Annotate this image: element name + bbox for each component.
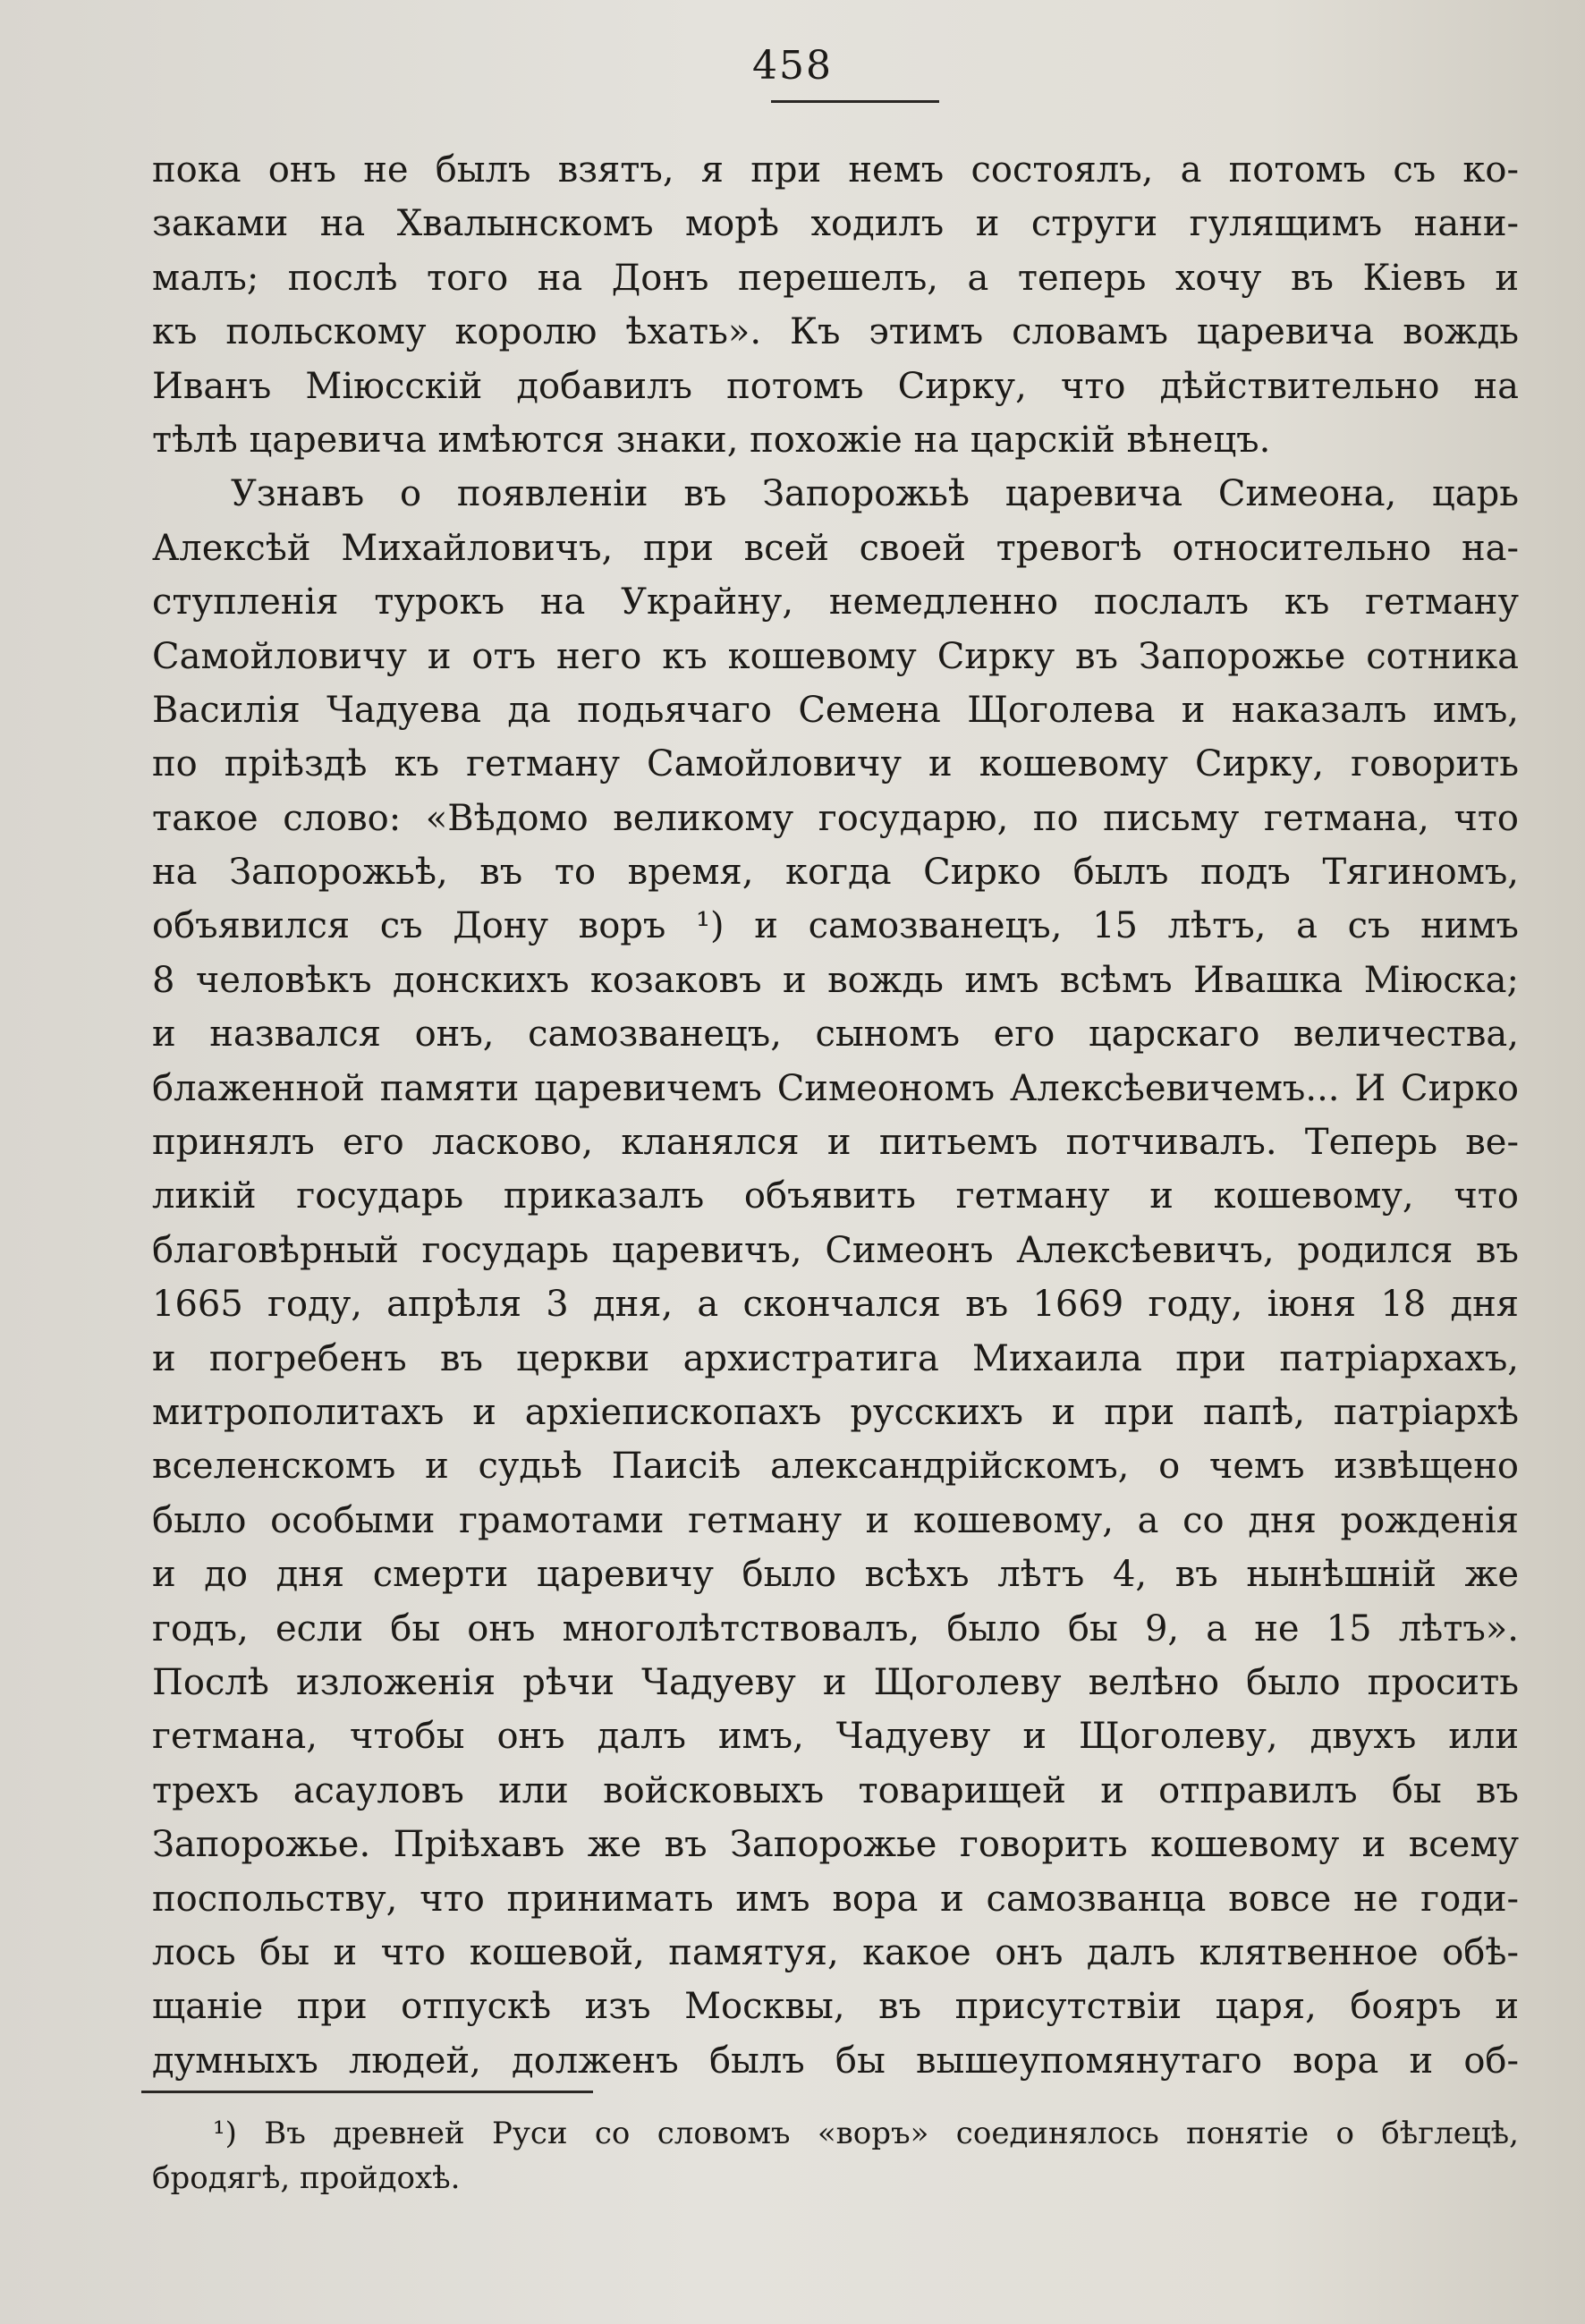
footnote-rule: [141, 2091, 593, 2093]
text-line: объявился съ Дону воръ ¹) и самозванецъ, 15 лѣтъ, а съ нимъ: [152, 905, 1519, 947]
text-line: и назвался онъ, самозванецъ, сыномъ его царскаго величества,: [152, 1014, 1519, 1056]
text-line: и до дня смерти царевичу было всѣхъ лѣтъ 4, въ нынѣшній же: [152, 1554, 1519, 1596]
text-line: трехъ асауловъ или войсковыхъ товарищей и отправилъ бы въ: [152, 1769, 1519, 1811]
text-line: 8 человѣкъ донскихъ козаковъ и вождь имъ всѣмъ Ивашка Міюска;: [152, 959, 1519, 1001]
text-line: Алексѣй Михайловичъ, при всей своей тревогѣ относительно на-: [152, 527, 1519, 569]
text-line: къ польскому королю ѣхать». Къ этимъ словамъ царевича вождь: [152, 311, 1519, 353]
page-number: 458: [752, 43, 833, 89]
text-line: поспольству, что принимать имъ вора и самозванца вовсе не годи-: [152, 1878, 1519, 1920]
text-line: щаніе при отпускѣ изъ Москвы, въ присутствіи царя, бояръ и: [152, 1986, 1519, 2028]
text-line: такое слово: «Вѣдомо великому государю, по письму гетмана, что: [152, 797, 1519, 839]
text-line: пока онъ не былъ взятъ, я при немъ состоялъ, а потомъ съ ко-: [152, 149, 1519, 191]
text-line: на Запорожьѣ, въ то время, когда Сирко былъ подъ Тягиномъ,: [152, 852, 1519, 894]
text-line: благовѣрный государь царевичъ, Симеонъ Алексѣевичъ, родился въ: [152, 1229, 1519, 1271]
text-line: гетмана, чтобы онъ далъ имъ, Чадуеву и Щоголеву, двухъ или: [152, 1716, 1519, 1758]
text-line: Послѣ изложенія рѣчи Чадуеву и Щоголеву велѣно было просить: [152, 1661, 1519, 1703]
text-line: Запорожье. Пріѣхавъ же въ Запорожье говорить кошевому и всему: [152, 1824, 1519, 1866]
text-line: блаженной памяти царевичемъ Симеономъ Алексѣевичемъ... И Сирко: [152, 1067, 1519, 1109]
text-line: митрополитахъ и архіепископахъ русскихъ и при папѣ, патріархѣ: [152, 1391, 1519, 1433]
text-line: ликій государь приказалъ объявить гетману и кошевому, что: [152, 1175, 1519, 1217]
text-line: заками на Хвалынскомъ морѣ ходилъ и струги гулящимъ нани-: [152, 203, 1519, 245]
text-line: годъ, если бы онъ многолѣтствовалъ, было бы 9, а не 15 лѣтъ».: [152, 1607, 1519, 1650]
text-line: Иванъ Міюсскій добавилъ потомъ Сирку, что дѣйствительно на: [152, 365, 1519, 407]
text-line: лось бы и что кошевой, памятуя, какое онъ далъ клятвенное обѣ-: [152, 1931, 1519, 1973]
footnote-line: ¹) Въ древней Руси со словомъ «воръ» соединялось понятіе о бѣглецѣ,: [213, 2116, 1519, 2151]
text-line: малъ; послѣ того на Донъ перешелъ, а теперь хочу въ Кіевъ и: [152, 257, 1519, 299]
text-line: Василія Чадуева да подьячаго Семена Щоголева и наказалъ имъ,: [152, 689, 1519, 731]
footnote-line: бродягѣ, пройдохѣ.: [152, 2160, 461, 2196]
text-line: думныхъ людей, долженъ былъ бы вышеупомянутаго вора и об-: [152, 2040, 1519, 2082]
text-line: 1665 году, апрѣля 3 дня, а скончался въ 1669 году, іюня 18 дня: [152, 1284, 1519, 1326]
text-line: по пріѣздѣ къ гетману Самойловичу и кошевому Сирку, говорить: [152, 743, 1519, 785]
header-rule: [771, 100, 939, 103]
text-line: принялъ его ласково, кланялся и питьемъ потчивалъ. Теперь ве-: [152, 1122, 1519, 1164]
text-line: вселенскомъ и судьѣ Паисіѣ александрійскомъ, о чемъ извѣщено: [152, 1446, 1519, 1488]
body-text: [152, 143, 1519, 2088]
text-line: было особыми грамотами гетману и кошевому, а со дня рожденія: [152, 1499, 1519, 1541]
paragraph-start-line: Узнавъ о появленіи въ Запорожьѣ царевича Симеона, царь: [231, 473, 1519, 515]
text-line: и погребенъ въ церкви архистратига Михаила при патріархахъ,: [152, 1337, 1519, 1379]
footnote: [152, 2111, 1519, 2201]
text-line: тѣлѣ царевича имѣются знаки, похожіе на царскій вѣнецъ.: [152, 419, 1271, 461]
text-line: Самойловичу и отъ него къ кошевому Сирку въ Запорожье сотника: [152, 635, 1519, 677]
text-line: ступленія турокъ на Украйну, немедленно послалъ къ гетману: [152, 581, 1519, 623]
